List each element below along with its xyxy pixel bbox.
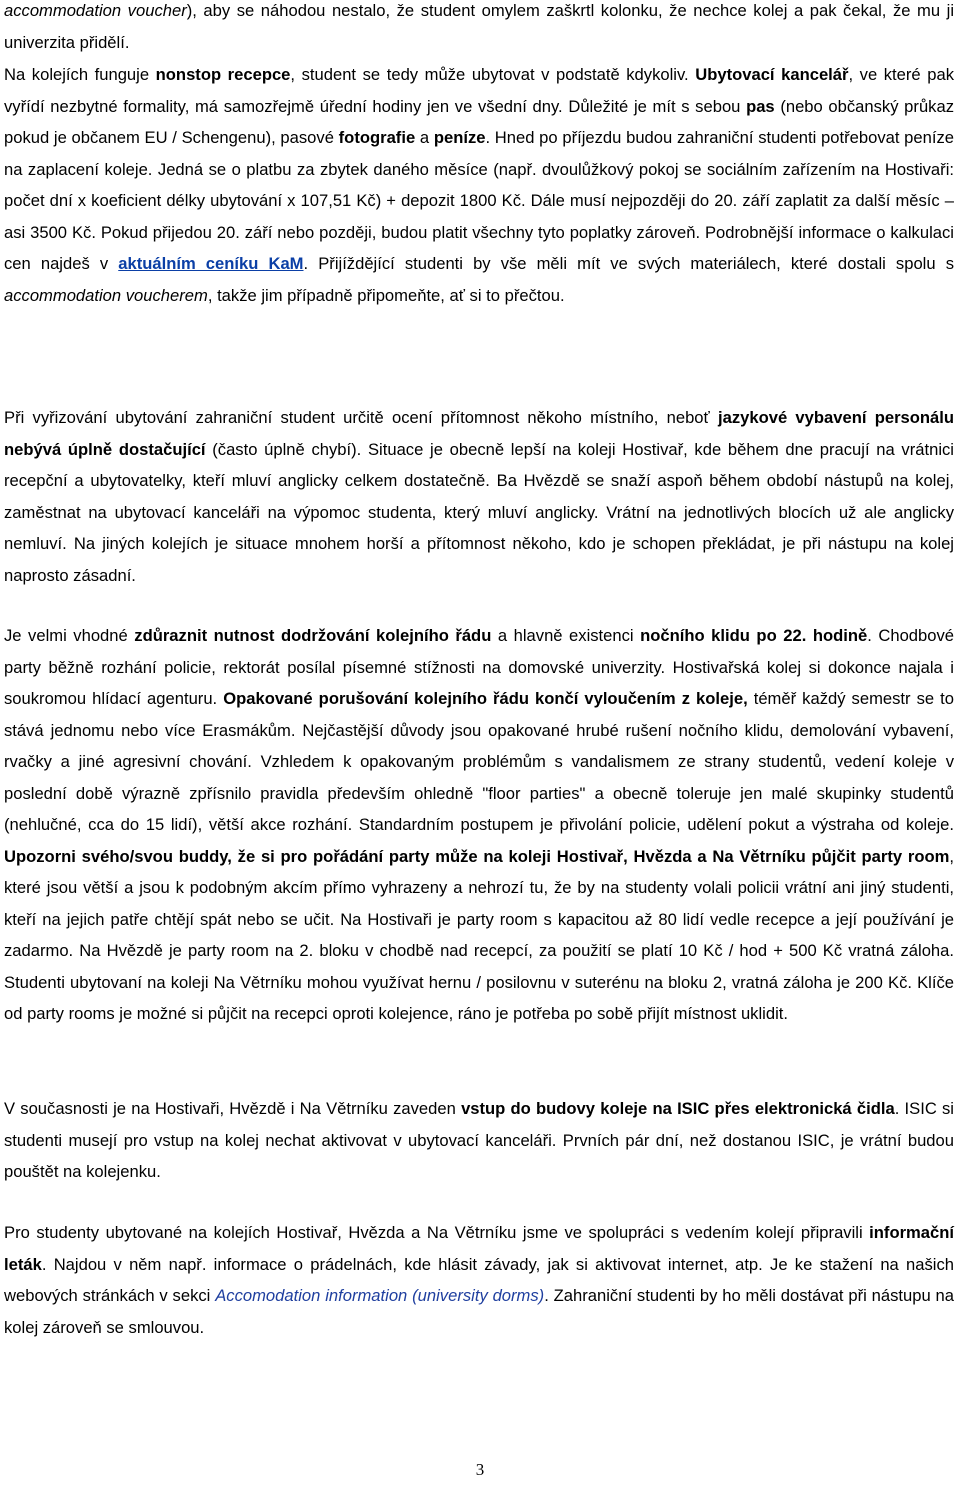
page-number: 3 — [475, 1460, 485, 1479]
paragraph-info-leaflet: Pro studenty ubytované na kolejích Hostivař, Hvězda a Na Větrníku jsme ve spolupráci s vedením kolejí připravili informační leták. Najdou v něm např. informace o prádelnách, kde hlásit závady, jak si aktivovat internet, atp. Je ke stažení na našich webových stránkách v sekci Accomodation information (university dorms). Zahraniční studenti by ho měli dostávat při nástupu na kolej zároveň se smlouvou. — [4, 1223, 954, 1337]
paragraph-reception: Na kolejích funguje nonstop recepce, student se tedy může ubytovat v podstatě kdykoliv. Ubytovací kancelář, ve které pak vyřídí nezbytné formality, má samozřejmě úřední hodiny jen ve všední dny. Důležité je mít s sebou pas (nebo občanský průkaz pokud je občanem EU / Schengenu), pasové fotografie a peníze. Hned po příjezdu budou zahraniční studenti potřebovat peníze na zaplacení koleje. Jedná se o platbu za zbytek daného měsíce (např. dvoulůžkový pokoj se sociálním zařízením na Hostivaři: počet dní x koeficient délky ubytování x 107,51 Kč) + depozit 1800 Kč. Dále musí nejpozději do 20. září zaplatit za další měsíc – asi 3500 Kč. Pokud přijedou 20. září nebo později, budou platit všechny tyto poplatky zároveň. Podrobnější informace o kalkulaci cen najdeš v aktuálním ceníku KaM. Přijíždějící studenti by vše měli mít ve svých materiálech, které dostali spolu s accommodation voucherem, takže jim případně připomeňte, ať si to přečtou. — [4, 65, 954, 305]
paragraph-language: Při vyřizování ubytování zahraniční student určitě ocení přítomnost někoho místního, neboť jazykové vybavení personálu nebývá úplně dostačující (často úplně chybí). Situace je obecně lepší na koleji Hostivař, kde během dne pracují na vrátnici recepční a ubytovatelky, kteří mluví anglicky celkem dostatečně. Ba Hvězdě se snaží aspoň během období nástupů na kolej, zaměstnat na ubytovací kanceláři na výpomoc studenta, který mluví anglicky. Vrátní na jednotlivých blocích už ale anglicky nemluví. Na jiných kolejích je situace mnohem horší a přítomnost někoho, kdo je schopen překládat, je při nástupu na kolej naprosto zásadní. — [4, 408, 954, 585]
accommodation-info-link[interactable]: Accomodation information (university dorms) — [215, 1286, 545, 1305]
paragraph-voucher-note: accommodation voucher), aby se náhodou nestalo, že student omylem zaškrtl kolonku, že nechce kolej a pak čekal, že mu ji univerzita přidělí. — [4, 1, 955, 52]
price-list-link[interactable]: aktuálním ceníku KaM — [118, 254, 304, 273]
paragraph-isic-access: V současnosti je na Hostivaři, Hvězdě i Na Větrníku zaveden vstup do budovy koleje na ISIC přes elektronická čidla. ISIC si studenti musejí pro vstup na kolej nechat aktivovat v ubytovací kanceláři. Prvních pár dní, než dostanou ISIC, je vrátní budou pouštět na kolejenku. — [4, 1099, 954, 1181]
paragraph-dorm-rules: Je velmi vhodné zdůraznit nutnost dodržování kolejního řádu a hlavně existenci nočního klidu po 22. hodině. Chodbové party běžně rozhání policie, rektorát posílal písemné stížnosti na domovské univerzity. Hostivařská kolej si dokonce najala i soukromou hlídací agenturu. Opakované porušování kolejního řádu končí vyloučením z koleje, téměř každý semestr se to stává jednomu nebo více Erasmákům. Nejčastější důvody jsou opakované hrubé rušení nočního klidu, demolování vybavení, rvačky a jiné agresivní chování. Vzhledem k opakovaným problémům s vandalismem ze strany studentů, vedení koleje v poslední době výrazně zpřísnilo pravidla především ohledně "floor parties" a obecně toleruje jen malé skupinky studentů (nehlučné, cca do 15 lidí), větší akce rozhání. Standardním postupem je přivolání policie, udělení pokut a výstraha od koleje. Upozorni svého/svou buddy, že si pro pořádání party může na koleji Hostivař, Hvězda a Na Větrníku půjčit party room, které jsou větší a jsou k podobným akcím přímo vyhrazeny a nehrozí tu, že by na studenty volali policii vrátní ani jiný studenti, kteří na jejich patře chtějí spát nebo se učit. Na Hostivaři je party room s kapacitou až 80 lidí vedle recepce a její používání je zadarmo. Na Hvězdě je party room na 2. bloku v chodbě nad recepcí, za použití se platí 10 Kč / hod + 500 Kč vratná záloha. Studenti ubytovaní na koleji Na Větrníku mohou využívat hernu / posilovnu v suterénu na bloku 2, vratná záloha je 200 Kč. Klíče od party rooms je možné si půjčit na recepci oproti kolejence, ráno je potřeba po sobě přijít místnost uklidit. — [4, 626, 955, 1023]
